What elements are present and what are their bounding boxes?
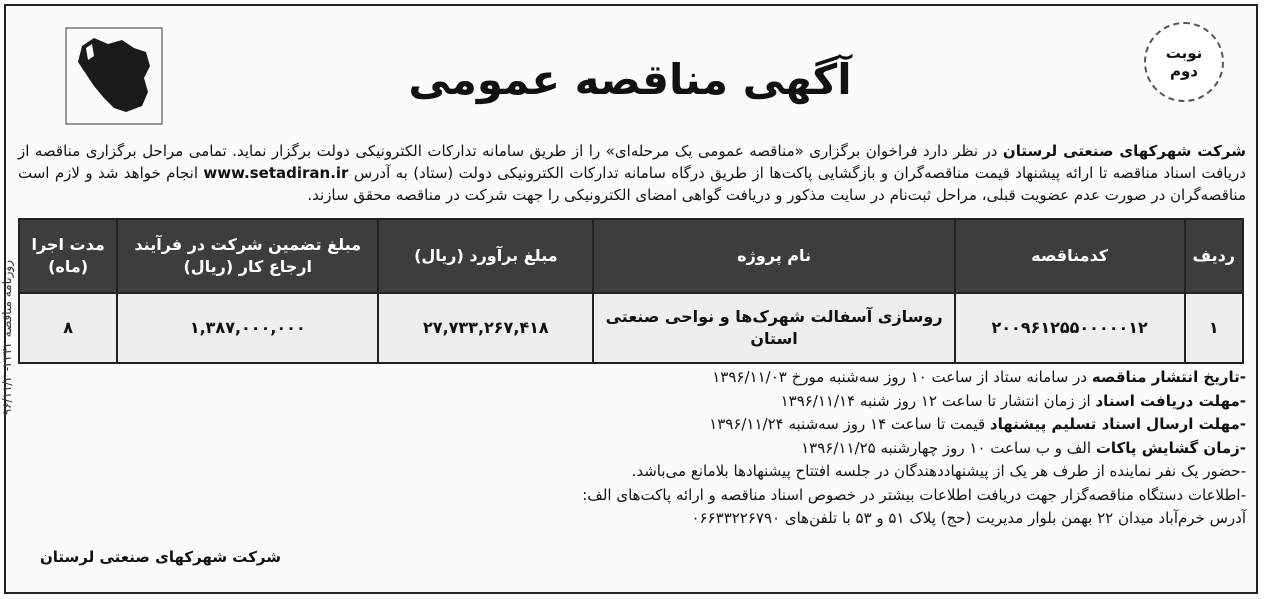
header-code: کدمناقصه bbox=[955, 219, 1185, 293]
badge-line1: نوبت bbox=[1165, 44, 1203, 62]
cell-duration: ۸ bbox=[19, 293, 117, 363]
table-row bbox=[19, 293, 1243, 363]
header-row-number: ردیف bbox=[1185, 219, 1243, 293]
intro-text-1: در نظر دارد فراخوان برگزاری «مناقصه عمومی یک مرحله‌ای» را از طریق سامانه تدارکات الکترونیکی دولت برگزار نماید. تمامی مراحل برگزاری مناقصه از دریافت اسناد مناقصه تا ارائه پیشنهاد قیمت مناقصه‌گران و بازگشایی پاکت‌ها از طریق درگاه سامانه تدارکات الکترونیکی دولت (ستاد) به آدرس bbox=[18, 142, 1246, 182]
intro-paragraph bbox=[18, 140, 1246, 206]
cell-guarantee: ۱,۳۸۷,۰۰۰,۰۰۰ bbox=[117, 293, 378, 363]
note-contact-info bbox=[18, 484, 1246, 508]
note-text: الف و ب ساعت ۱۰ روز چهارشنبه ۱۳۹۶/۱۱/۲۵ bbox=[801, 438, 1096, 457]
note-label: -تاریخ انتشار مناقصه bbox=[1091, 368, 1246, 386]
header-project: نام پروژه bbox=[593, 219, 954, 293]
newspaper-side-note: روزنامه مناقصه ۲۳۴۲- ۹۶/۱۱/۲ bbox=[0, 260, 14, 416]
table-header-row bbox=[19, 219, 1243, 293]
note-opening-time bbox=[18, 437, 1246, 461]
intro-text-2: انجام خواهد شد و لازم است مناقصه‌گران در صورت عدم عضویت قبلی، مراحل ثبت‌نام در سایت مذکور و دریافت گواهی امضای الکترونیکی را جهت شرکت در مناقصه محقق سازند. bbox=[18, 164, 1246, 204]
header-estimate: مبلغ برآورد (ریال) bbox=[378, 219, 593, 293]
header-guarantee: مبلغ تضمین شرکت در فرآیند ارجاع کار (ریال) bbox=[117, 219, 378, 293]
note-publish-date bbox=[18, 366, 1246, 390]
cell-code: ۲۰۰۹۶۱۲۵۵۰۰۰۰۰۱۲ bbox=[955, 293, 1185, 363]
website-link[interactable]: www.setadiran.ir bbox=[203, 164, 349, 182]
note-text: در سامانه ستاد از ساعت ۱۰ روز سه‌شنبه مورخ ۱۳۹۶/۱۱/۰۳ bbox=[712, 368, 1092, 386]
iran-map-icon bbox=[64, 26, 164, 126]
note-address bbox=[18, 507, 1246, 531]
cell-project: روسازی آسفالت شهرک‌ها و نواحی صنعتی استان bbox=[593, 293, 954, 363]
footer-org-name: شرکت شهرکهای صنعتی لرستان bbox=[40, 548, 281, 566]
note-label: -مهلت ارسال اسناد تسلیم پیشنهاد bbox=[989, 415, 1246, 433]
badge-line2: دوم bbox=[1169, 62, 1198, 80]
note-text: از زمان انتشار تا ساعت ۱۲ روز شنبه ۱۳۹۶/۱۱/۱۴ bbox=[780, 391, 1096, 410]
note-attendance bbox=[18, 460, 1246, 484]
note-label: -زمان گشایش پاکات bbox=[1095, 438, 1246, 457]
note-text: -حضور یک نفر نماینده از طرف هر یک از پیشنهاددهندگان در جلسه افتتاح پیشنهادها بلامانع می‌باشد. bbox=[631, 462, 1246, 480]
round-badge bbox=[1144, 22, 1224, 102]
note-label: -مهلت دریافت اسناد bbox=[1095, 391, 1246, 410]
cell-row-number: ۱ bbox=[1185, 293, 1243, 363]
note-submission-deadline bbox=[18, 413, 1246, 437]
notes-list bbox=[18, 366, 1246, 531]
cell-estimate: ۲۷,۷۳۳,۲۶۷,۴۱۸ bbox=[378, 293, 593, 363]
note-document-deadline bbox=[18, 390, 1246, 414]
notice-title: آگهی مناقصه عمومی bbox=[408, 55, 852, 104]
header-duration: مدت اجرا (ماه) bbox=[19, 219, 117, 293]
note-text: آدرس خرم‌آباد میدان ۲۲ بهمن بلوار مدیریت (حج) پلاک ۵۱ و ۵۳ با تلفن‌های ۰۶۶۳۳۲۲۶۷۹۰ bbox=[691, 509, 1246, 527]
tender-table bbox=[18, 218, 1244, 364]
org-name: شرکت شهرکهای صنعتی لرستان bbox=[1002, 142, 1246, 160]
note-text: قیمت تا ساعت ۱۴ روز سه‌شنبه ۱۳۹۶/۱۱/۲۴ bbox=[709, 415, 990, 433]
note-text: -اطلاعات دستگاه مناقصه‌گزار جهت دریافت اطلاعات بیشتر در خصوص اسناد مناقصه و ارائه پاکت‌های الف: bbox=[582, 485, 1246, 504]
